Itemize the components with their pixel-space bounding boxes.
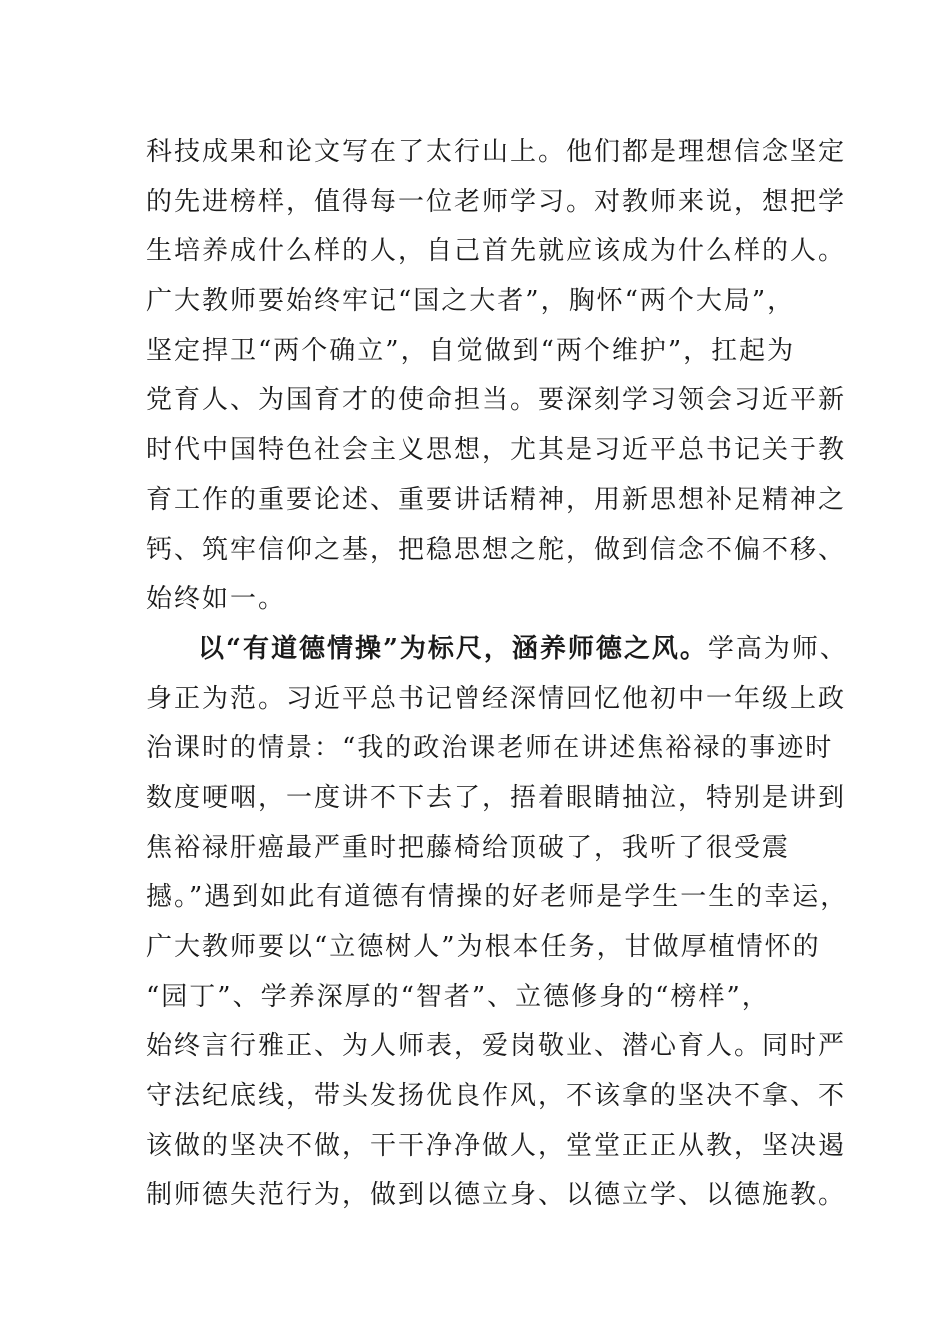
text-line: 数度哽咽，一度讲不下去了，捂着眼睛抽泣，特别是讲到 [146, 782, 847, 813]
text-line: 始终如一。 [146, 584, 287, 615]
text-line: 的先进榜样，值得每一位老师学习。对教师来说，想把学 [146, 186, 847, 217]
text-span: 学高为师、 [707, 633, 848, 664]
text-line: 坚定捍卫“两个确立”，自觉做到“两个维护”，扛起为 [146, 335, 796, 366]
text-line: 科技成果和论文写在了太行山上。他们都是理想信念坚定 [146, 137, 847, 167]
text-line: 党育人、为国育才的使命担当。要深刻学习领会习近平新 [146, 385, 847, 416]
text-line: 撼。”遇到如此有道德有情操的好老师是学生一生的幸运， [146, 882, 849, 913]
text-line: 守法纪底线，带头发扬优良作风，不该拿的坚决不拿、不 [146, 1081, 847, 1112]
text-line: 身正为范。习近平总书记曾经深情回忆他初中一年级上政 [146, 683, 847, 714]
text-line: “园丁”、学养深厚的“智者”、立德修身的“榜样”， [146, 981, 770, 1012]
paragraph-heading: 以“有道德情操”为标尺，涵养师德之风。 [198, 633, 708, 664]
text-line: 该做的坚决不做，干干净净做人，堂堂正正从教，坚决遏 [146, 1130, 847, 1161]
text-line: 制师德失范行为，做到以德立身、以德立学、以德施教。 [146, 1180, 847, 1211]
paragraph-first-line [146, 625, 848, 675]
text-line: 时代中国特色社会主义思想，尤其是习近平总书记关于教 [146, 435, 847, 466]
text-line: 广大教师要始终牢记“国之大者”，胸怀“两个大局”， [146, 286, 796, 317]
text-line: 生培养成什么样的人，自己首先就应该成为什么样的人。 [146, 236, 847, 267]
document-body [146, 128, 849, 1221]
text-line: 广大教师要以“立德树人”为根本任务，甘做厚植情怀的 [146, 932, 821, 962]
text-line: 始终言行雅正、为人师表，爱岗敬业、潜心育人。同时严 [146, 1031, 847, 1062]
text-line: 钙、筑牢信仰之基，把稳思想之舵，做到信念不偏不移、 [146, 534, 847, 565]
text-line: 治课时的情景：“我的政治课老师在讲述焦裕禄的事迹时 [146, 733, 834, 764]
text-line: 焦裕禄肝癌最严重时把藤椅给顶破了，我听了很受震 [146, 832, 791, 863]
text-line: 育工作的重要论述、重要讲话精神，用新思想补足精神之 [146, 484, 847, 515]
